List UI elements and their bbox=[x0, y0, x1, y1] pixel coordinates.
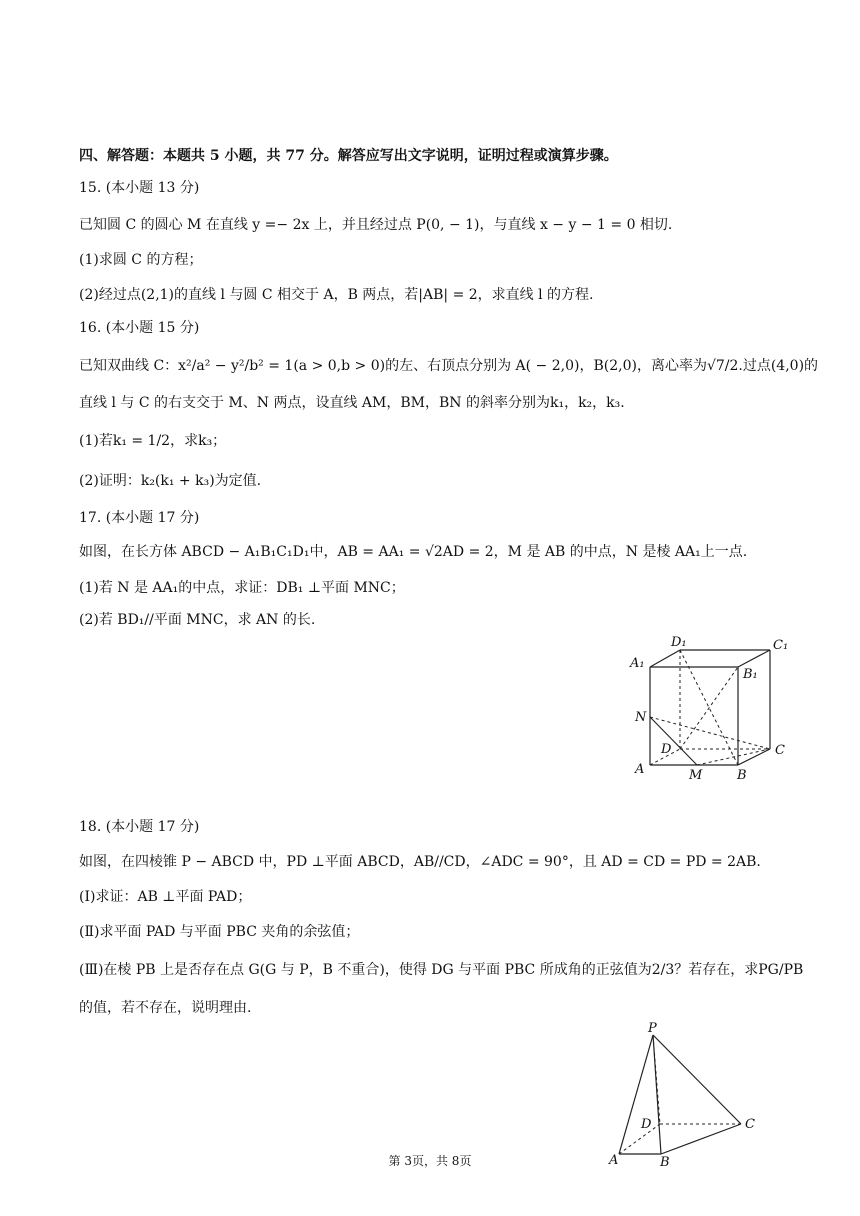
label-M: M bbox=[689, 768, 703, 783]
q18-header: 18. (本小题 17 分) bbox=[79, 819, 200, 835]
label-C1: C₁ bbox=[773, 638, 789, 653]
q16-stem-line2: 直线 l 与 C 的右支交于 M、N 两点，设直线 AM，BM，BN 的斜率分别为k₁，k₂，k₃. bbox=[79, 395, 625, 411]
q16-stem-line1: 已知双曲线 C：x²/a² − y²/b² = 1(a > 0,b > 0)的左、右顶点分别为 A( − 2,0)，B(2,0)，离心率为√7/2.过点(4,0)的 bbox=[79, 358, 819, 374]
label-P: P bbox=[648, 1021, 657, 1036]
pyramid-figure bbox=[605, 1020, 775, 1170]
label-D: D bbox=[661, 742, 672, 757]
q15-part2: (2)经过点(2,1)的直线 l 与圆 C 相交于 A，B 两点，若|AB| = 2，求直线 l 的方程. bbox=[79, 287, 594, 303]
label-D: D bbox=[641, 1117, 652, 1132]
section-title: 四、解答题：本题共 5 小题，共 77 分。解答应写出文字说明，证明过程或演算步骤。 bbox=[79, 148, 618, 164]
q16-part2: (2)证明：k₂(k₁ + k₃)为定值. bbox=[79, 473, 262, 489]
q17-part1: (1)若 N 是 AA₁的中点，求证：DB₁ ⊥平面 MNC； bbox=[79, 580, 405, 596]
label-N: N bbox=[635, 710, 647, 725]
q17-part2: (2)若 BD₁//平面 MNC，求 AN 的长. bbox=[79, 612, 316, 628]
q16-part1: (1)若k₁ = 1/2，求k₃； bbox=[79, 433, 227, 449]
label-C: C bbox=[775, 743, 785, 758]
q18-part1: (Ⅰ)求证：AB ⊥平面 PAD； bbox=[79, 889, 252, 905]
q16-header: 16. (本小题 15 分) bbox=[79, 320, 200, 336]
q18-stem: 如图，在四棱锥 P − ABCD 中，PD ⊥平面 ABCD，AB//CD，∠ADC = 90°，且 AD = CD = PD = 2AB. bbox=[79, 854, 761, 870]
label-B: B bbox=[660, 1155, 670, 1170]
label-B: B bbox=[737, 768, 747, 783]
page-footer: 第 3页，共 8页 bbox=[388, 1154, 472, 1168]
q18-part3-line1: (Ⅲ)在棱 PB 上是否存在点 G(G 与 P，B 不重合)，使得 DG 与平面 PBC 所成角的正弦值为2/3？若存在，求PG/PB bbox=[79, 962, 804, 978]
q17-header: 17. (本小题 17 分) bbox=[79, 510, 200, 526]
q15-header: 15. (本小题 13 分) bbox=[79, 180, 200, 196]
cuboid-figure bbox=[625, 633, 805, 783]
label-D1: D₁ bbox=[671, 635, 687, 650]
q18-part3-line2: 的值，若不存在，说明理由. bbox=[79, 1000, 252, 1016]
q15-part1: (1)求圆 C 的方程； bbox=[79, 252, 203, 268]
label-A: A bbox=[609, 1153, 619, 1168]
label-A1: A₁ bbox=[630, 656, 645, 671]
label-C: C bbox=[745, 1117, 755, 1132]
q15-stem: 已知圆 C 的圆心 M 在直线 y =− 2x 上，并且经过点 P(0, − 1)，与直线 x − y − 1 = 0 相切. bbox=[79, 217, 673, 233]
label-B1: B₁ bbox=[743, 667, 758, 682]
q17-stem: 如图，在长方体 ABCD − A₁B₁C₁D₁中，AB = AA₁ = √2AD = 2，M 是 AB 的中点，N 是棱 AA₁上一点. bbox=[79, 544, 748, 560]
q18-part2: (Ⅱ)求平面 PAD 与平面 PBC 夹角的余弦值； bbox=[79, 924, 360, 940]
label-A: A bbox=[635, 762, 645, 777]
